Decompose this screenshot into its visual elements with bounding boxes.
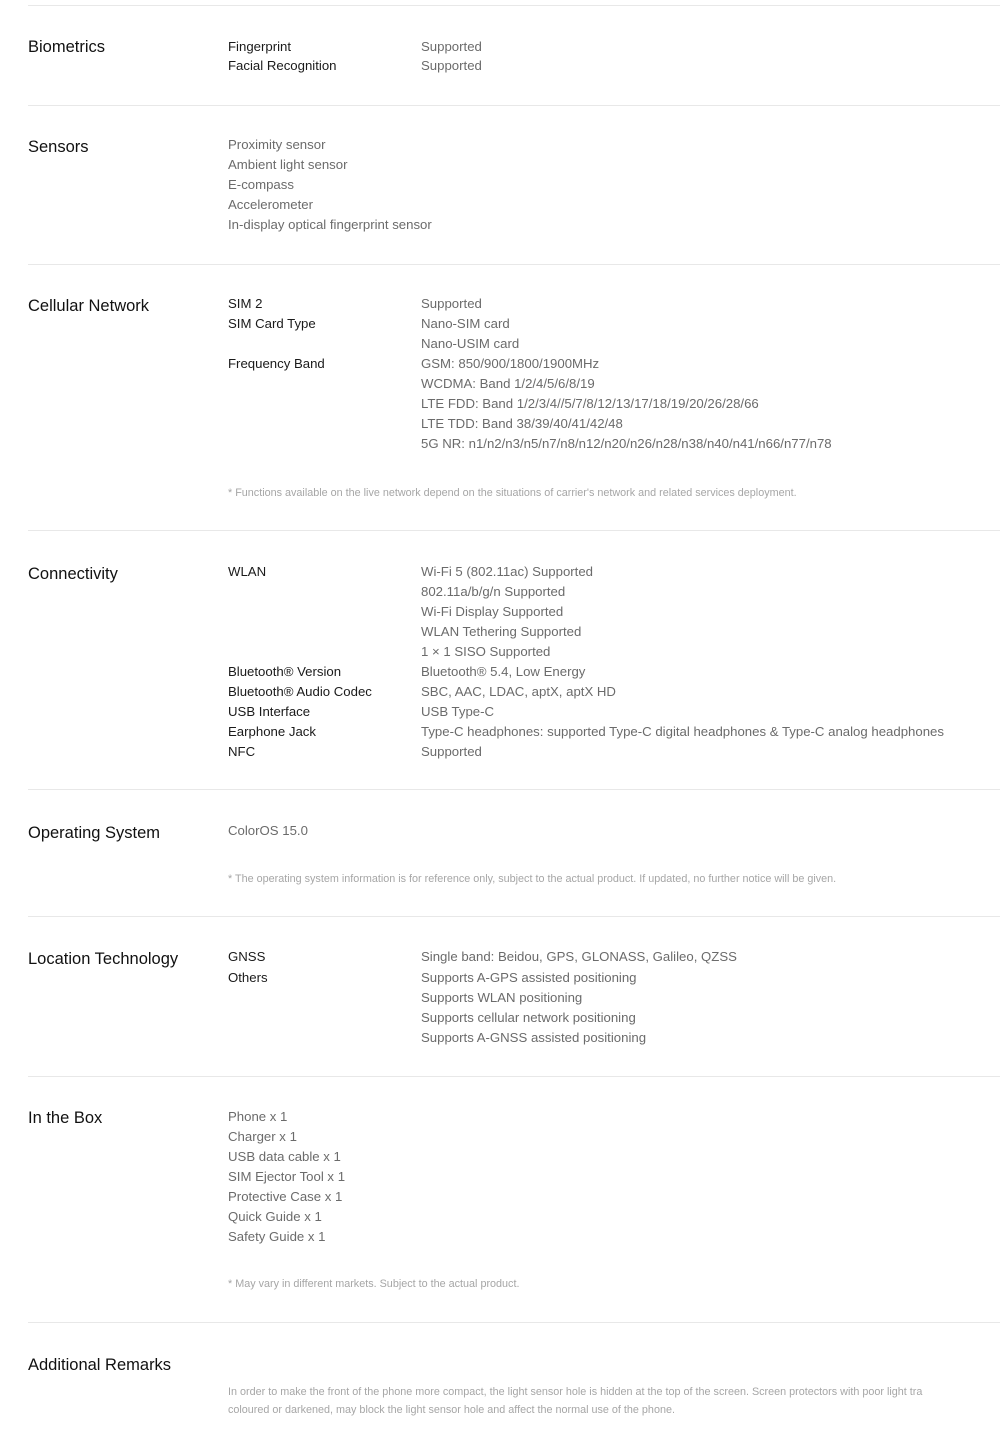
section-sensors <box>28 105 1000 265</box>
spec-label-frequency-band: Frequency Band <box>228 356 325 371</box>
list-item: Charger x 1 <box>228 1129 297 1144</box>
spec-value-os: ColorOS 15.0 <box>228 823 308 838</box>
list-item: WCDMA: Band 1/2/4/5/6/8/19 <box>421 376 595 391</box>
list-item: Quick Guide x 1 <box>228 1209 322 1224</box>
list-item: 5G NR: n1/n2/n3/n5/n7/n8/n12/n20/n26/n28/n38/n40/n41/n66/n77/n78 <box>421 436 832 451</box>
spec-label-earphone-jack: Earphone Jack <box>228 724 316 739</box>
list-item: 1 × 1 SISO Supported <box>421 644 551 659</box>
section-title: In the Box <box>28 1109 103 1127</box>
remarks-line: In order to make the front of the phone more compact, the light sensor hole is hidden at the top of the screen. Screen protectors with poor light tra <box>228 1386 923 1398</box>
spec-label-sim2: SIM 2 <box>228 296 263 311</box>
list-item: GSM: 850/900/1800/1900MHz <box>421 356 600 371</box>
list-item: Supports cellular network positioning <box>421 1010 636 1025</box>
spec-value-usb-interface: USB Type-C <box>421 704 495 719</box>
spec-label-bluetooth-version: Bluetooth® Version <box>228 664 342 679</box>
box-items <box>228 1107 345 1247</box>
connectivity-values <box>421 662 944 762</box>
section-in-the-box <box>28 1076 1000 1323</box>
section-title: Operating System <box>28 824 161 842</box>
cellular-footnote: * Functions available on the live network depend on the situations of carrier's network and related services deployment. <box>228 487 797 499</box>
sensor-list <box>228 135 432 235</box>
list-item: LTE TDD: Band 38/39/40/41/42/48 <box>421 416 623 431</box>
list-item: Supports A-GPS assisted positioning <box>421 970 637 985</box>
spec-label-nfc: NFC <box>228 744 256 759</box>
connectivity-labels <box>228 662 372 762</box>
spec-value-bluetooth-version: Bluetooth® 5.4, Low Energy <box>421 664 586 679</box>
section-location-technology <box>28 916 1000 1077</box>
section-biometrics <box>28 5 1000 106</box>
spec-label-gnss: GNSS <box>228 949 266 964</box>
spec-label-usb-interface: USB Interface <box>228 704 311 719</box>
spec-label-sim-card-type: SIM Card Type <box>228 316 316 331</box>
section-title: Location Technology <box>28 950 179 968</box>
spec-value-fingerprint: Supported <box>421 39 482 54</box>
sim-type-values <box>421 314 519 354</box>
list-item: In-display optical fingerprint sensor <box>228 217 432 232</box>
list-item: USB data cable x 1 <box>228 1149 341 1164</box>
section-title: Connectivity <box>28 565 118 583</box>
section-connectivity <box>28 530 1000 790</box>
wlan-values <box>421 562 593 662</box>
spec-value-nfc: Supported <box>421 744 482 759</box>
list-item: Accelerometer <box>228 197 314 212</box>
section-additional-remarks <box>28 1322 1000 1448</box>
list-item: Protective Case x 1 <box>228 1189 343 1204</box>
os-footnote: * The operating system information is for reference only, subject to the actual product. If updated, no further notice will be given. <box>228 873 837 885</box>
section-title: Additional Remarks <box>28 1356 172 1374</box>
list-item: WLAN Tethering Supported <box>421 624 582 639</box>
list-item: Wi-Fi 5 (802.11ac) Supported <box>421 564 594 579</box>
frequency-band-values <box>421 354 832 454</box>
list-item: Phone x 1 <box>228 1109 288 1124</box>
spec-value-facial-recognition: Supported <box>421 58 482 73</box>
spec-label-bluetooth-audio-codec: Bluetooth® Audio Codec <box>228 684 372 699</box>
section-cellular-network <box>28 264 1000 531</box>
list-item: E-compass <box>228 177 294 192</box>
list-item: Wi-Fi Display Supported <box>421 604 564 619</box>
list-item: LTE FDD: Band 1/2/3/4//5/7/8/12/13/17/18/19/20/26/28/66 <box>421 396 759 411</box>
section-title: Sensors <box>28 138 89 156</box>
list-item: SIM Ejector Tool x 1 <box>228 1169 346 1184</box>
remarks-line: coloured or darkened, may block the light sensor hole and affect the normal use of the phone. <box>228 1404 675 1416</box>
spec-value-earphone-jack: Type-C headphones: supported Type-C digital headphones & Type-C analog headphones <box>421 724 944 739</box>
spec-value-sim2: Supported <box>421 296 482 311</box>
spec-label-others: Others <box>228 970 268 985</box>
list-item: Proximity sensor <box>228 137 326 152</box>
spec-label-fingerprint: Fingerprint <box>228 39 292 54</box>
section-operating-system <box>28 789 1000 917</box>
location-others-values <box>421 968 646 1048</box>
list-item: Supports A-GNSS assisted positioning <box>421 1030 647 1045</box>
section-title: Cellular Network <box>28 297 150 315</box>
list-item: Nano-USIM card <box>421 336 520 351</box>
list-item: Safety Guide x 1 <box>228 1229 326 1244</box>
list-item: Supports WLAN positioning <box>421 990 583 1005</box>
list-item: Ambient light sensor <box>228 157 348 172</box>
list-item: Nano-SIM card <box>421 316 510 331</box>
spec-label-wlan: WLAN <box>228 564 267 579</box>
list-item: 802.11a/b/g/n Supported <box>421 584 566 599</box>
spec-label-facial-recognition: Facial Recognition <box>228 58 337 73</box>
box-footnote: * May vary in different markets. Subject to the actual product. <box>228 1278 520 1290</box>
spec-value-bluetooth-audio-codec: SBC, AAC, LDAC, aptX, aptX HD <box>421 684 616 699</box>
remarks-text <box>228 1383 1000 1419</box>
spec-value-gnss: Single band: Beidou, GPS, GLONASS, Galileo, QZSS <box>421 949 737 964</box>
section-title: Biometrics <box>28 38 106 56</box>
